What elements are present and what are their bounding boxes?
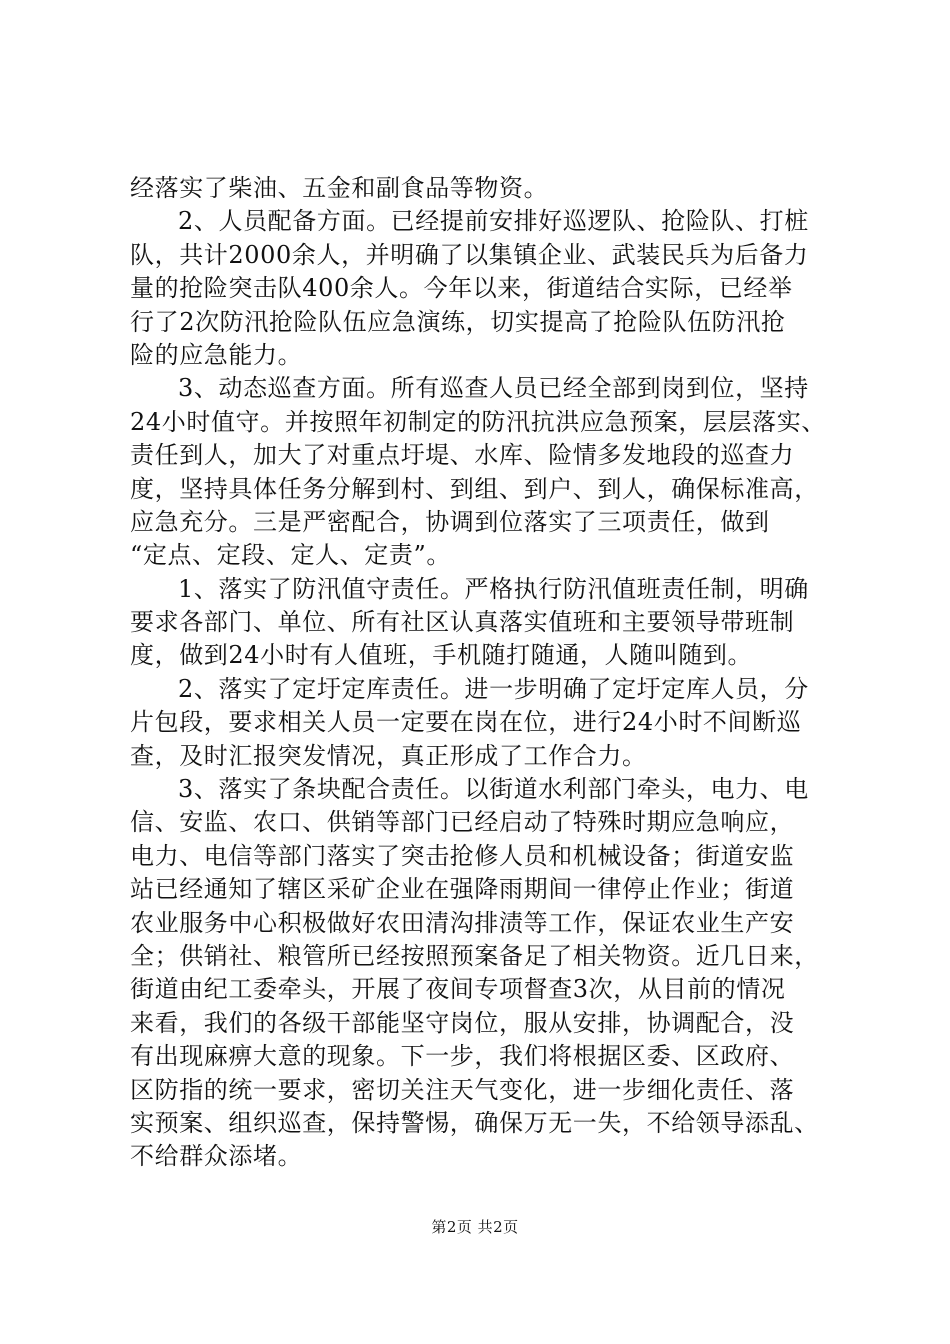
text-line: 信、安监、农口、供销等部门已经启动了特殊时期应急响应，: [130, 808, 795, 837]
text-line: 农业服务中心积极做好农田清沟排渍等工作，保证农业生产安: [130, 908, 795, 937]
text-line: 来看，我们的各级干部能坚守岗位，服从安排，协调配合，没: [130, 1008, 795, 1037]
text-line: 行了2次防汛抢险队伍应急演练，切实提高了抢险队伍防汛抢: [130, 307, 786, 336]
text-line: 度，坚持具体任务分解到村、到组、到户、到人，确保标准高，: [130, 474, 819, 503]
text-line: 队，共计2000余人，并明确了以集镇企业、武装民兵为后备力: [130, 240, 809, 269]
text-line: 2、落实了定圩定库责任。进一步明确了定圩定库人员，分: [178, 674, 809, 703]
text-line: 有出现麻痹大意的现象。下一步，我们将根据区委、区政府、: [130, 1042, 795, 1071]
document-body: [130, 172, 830, 1174]
text-line: 1、落实了防汛值守责任。严格执行防汛值班责任制，明确: [178, 574, 809, 603]
text-line: 24小时值守。并按照年初制定的防汛抗洪应急预案，层层落实、: [130, 407, 826, 436]
text-line: 查，及时汇报突发情况，真正形成了工作合力。: [130, 741, 647, 770]
page-footer: 第2页 共2页: [431, 1218, 519, 1236]
text-line: 区防指的统一要求，密切关注天气变化，进一步细化责任、落: [130, 1075, 795, 1104]
text-line: 电力、电信等部门落实了突击抢修人员和机械设备；街道安监: [130, 841, 795, 870]
text-line: 街道由纪工委牵头，开展了夜间专项督查3次，从目前的情况: [130, 975, 786, 1004]
text-line: 不给群众添堵。: [130, 1142, 303, 1171]
text-line: 3、落实了条块配合责任。以街道水利部门牵头，电力、电: [178, 775, 809, 804]
text-line: 应急充分。三是严密配合，协调到位落实了三项责任，做到: [130, 507, 770, 536]
text-line: 责任到人，加大了对重点圩堤、水库、险情多发地段的巡查力: [130, 441, 795, 470]
text-line: 站已经通知了辖区采矿企业在强降雨期间一律停止作业；街道: [130, 875, 795, 904]
text-line: 险的应急能力。: [130, 340, 303, 369]
text-line: 要求各部门、单位、所有社区认真落实值班和主要领导带班制: [130, 608, 795, 637]
text-line: 3、动态巡查方面。所有巡查人员已经全部到岗到位，坚持: [178, 374, 809, 403]
text-line: 量的抢险突击队400余人。今年以来，街道结合实际，已经举: [130, 274, 793, 303]
text-line: 片包段，要求相关人员一定要在岗在位，进行24小时不间断巡: [130, 708, 802, 737]
text-line: 经落实了柴油、五金和副食品等物资。: [130, 174, 549, 202]
text-line: 度，做到24小时有人值班，手机随打随通，人随叫随到。: [130, 641, 753, 670]
text-line: 全；供销社、粮管所已经按照预案备足了相关物资。近几日来，: [130, 941, 819, 970]
text-line: 实预案、组织巡查，保持警惕，确保万无一失，不给领导添乱、: [130, 1108, 819, 1137]
text-line: 2、人员配备方面。已经提前安排好巡逻队、抢险队、打桩: [178, 207, 809, 236]
text-line: “定点、定段、定人、定责”。: [130, 541, 451, 570]
